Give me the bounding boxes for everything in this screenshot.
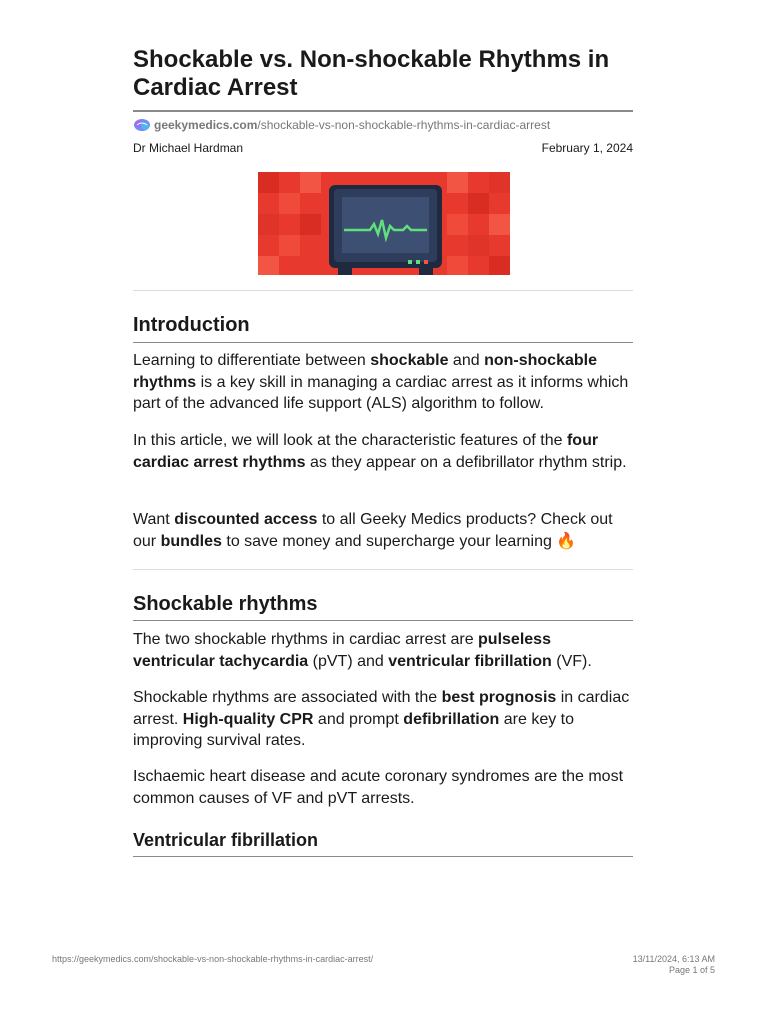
fire-emoji-icon: 🔥: [556, 532, 577, 550]
intro-paragraph-2: In this article, we will look at the characteristic features of the four cardiac arrest rhythms as they appear on a defibrillator rhythm strip.: [133, 432, 627, 471]
geekymedics-logo-icon: [133, 118, 151, 132]
source-path: /shockable-vs-non-shockable-rhythms-in-cardiac-arrest: [257, 118, 551, 132]
intro-paragraph-3: Want discounted access to all Geeky Medics products? Check out our bundles to save money and supercharge your learning 🔥: [133, 511, 613, 550]
source-domain: geekymedics.com: [154, 118, 258, 132]
section-divider: [133, 290, 633, 291]
page-title: Shockable vs. Non-shockable Rhythms in Cardiac Arrest: [133, 46, 610, 101]
heading-rule: [133, 856, 633, 857]
heading-rule: [133, 342, 633, 343]
heading-ventricular-fibrillation: Ventricular fibrillation: [133, 830, 319, 850]
publish-date: February 1, 2024: [541, 141, 633, 155]
source-link[interactable]: [133, 117, 550, 133]
footer-timestamp: 13/11/2024, 6:13 AM: [632, 954, 715, 964]
footer-page-number: Page 1 of 5: [668, 965, 715, 975]
shockable-paragraph-3: Ischaemic heart disease and acute coronary syndromes are the most common causes of VF and pVT arrests.: [133, 768, 624, 807]
footer-meta: [633, 954, 715, 976]
section-divider: [133, 569, 633, 570]
heart-monitor-illustration: [258, 172, 510, 275]
author: Dr Michael Hardman: [133, 141, 244, 155]
bundles-link[interactable]: bundles: [160, 532, 222, 550]
heading-introduction: Introduction: [133, 314, 250, 336]
shockable-paragraph-1: The two shockable rhythms in cardiac arrest are pulseless ventricular tachycardia (pVT) and ventricular fibrillation (VF).: [133, 631, 592, 670]
heading-rule: [133, 620, 633, 621]
title-divider: [133, 110, 633, 112]
intro-paragraph-1: Learning to differentiate between shockable and non-shockable rhythms is a key skill in managing a cardiac arrest as it informs which part of the advanced life support (ALS) algorithm to follow.: [133, 352, 629, 412]
heading-shockable-rhythms: Shockable rhythms: [133, 593, 318, 615]
footer-url: https://geekymedics.com/shockable-vs-non-shockable-rhythms-in-cardiac-arrest/: [52, 954, 374, 964]
shockable-paragraph-2: Shockable rhythms are associated with the best prognosis in cardiac arrest. High-quality CPR and prompt defibrillation are key to improving survival rates.: [133, 689, 630, 749]
byline: [133, 141, 633, 155]
discounted-access-link[interactable]: discounted access: [174, 511, 318, 528]
